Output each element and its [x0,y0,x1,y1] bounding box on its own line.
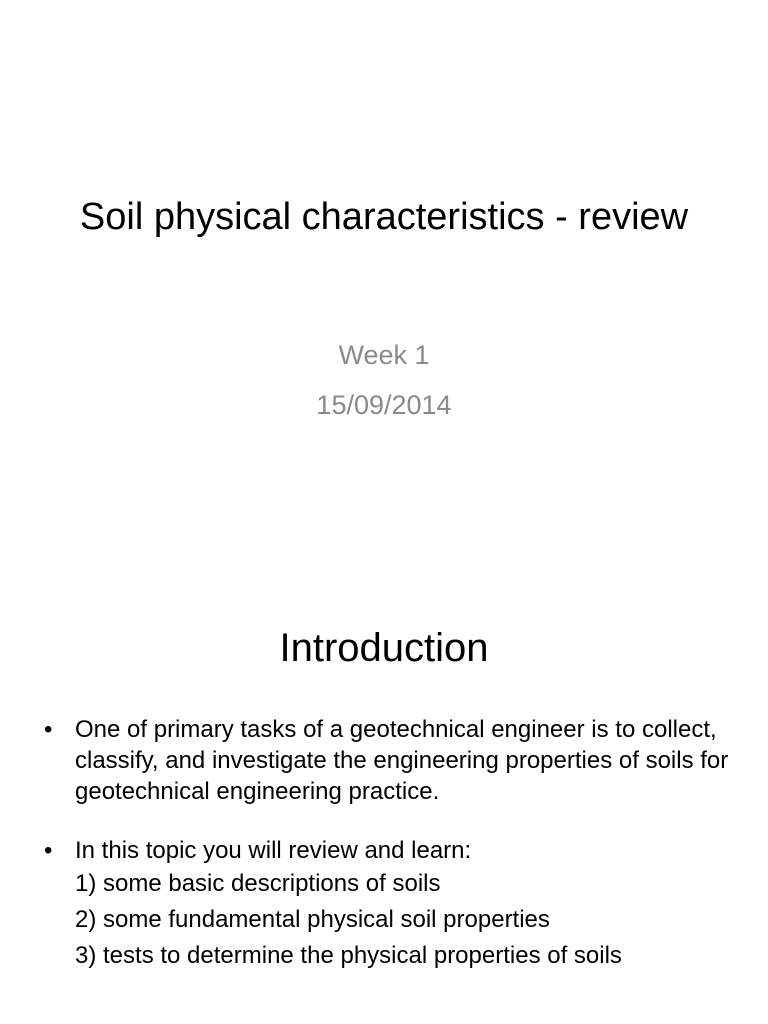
slide-title: Introduction [279,626,489,670]
sub-list-item: 1) some basic descriptions of soils [75,870,441,897]
subtitle-date: 15/09/2014 [316,390,452,420]
bullet-icon: • [44,837,53,864]
bullet-item [40,714,740,807]
slide-subtitle [60,330,708,430]
bullet-text: In this topic you will review and learn: [75,837,472,864]
bullet-icon: • [44,716,53,743]
bullet-item [40,835,740,974]
bullet-text: One of primary tasks of a geotechnical engineer is to collect, classify, and investigate the engineering properties of soils for geotechnical engineering practice. [75,716,729,805]
subtitle-week: Week 1 [338,340,430,370]
introduction-slide [0,576,768,1024]
sub-list-item: 3) tests to determine the physical properties of soils [75,942,622,969]
bullet-list [40,714,740,1002]
sub-list-item: 2) some fundamental physical soil properties [75,906,550,933]
slide-title: Soil physical characteristics - review [79,196,689,238]
